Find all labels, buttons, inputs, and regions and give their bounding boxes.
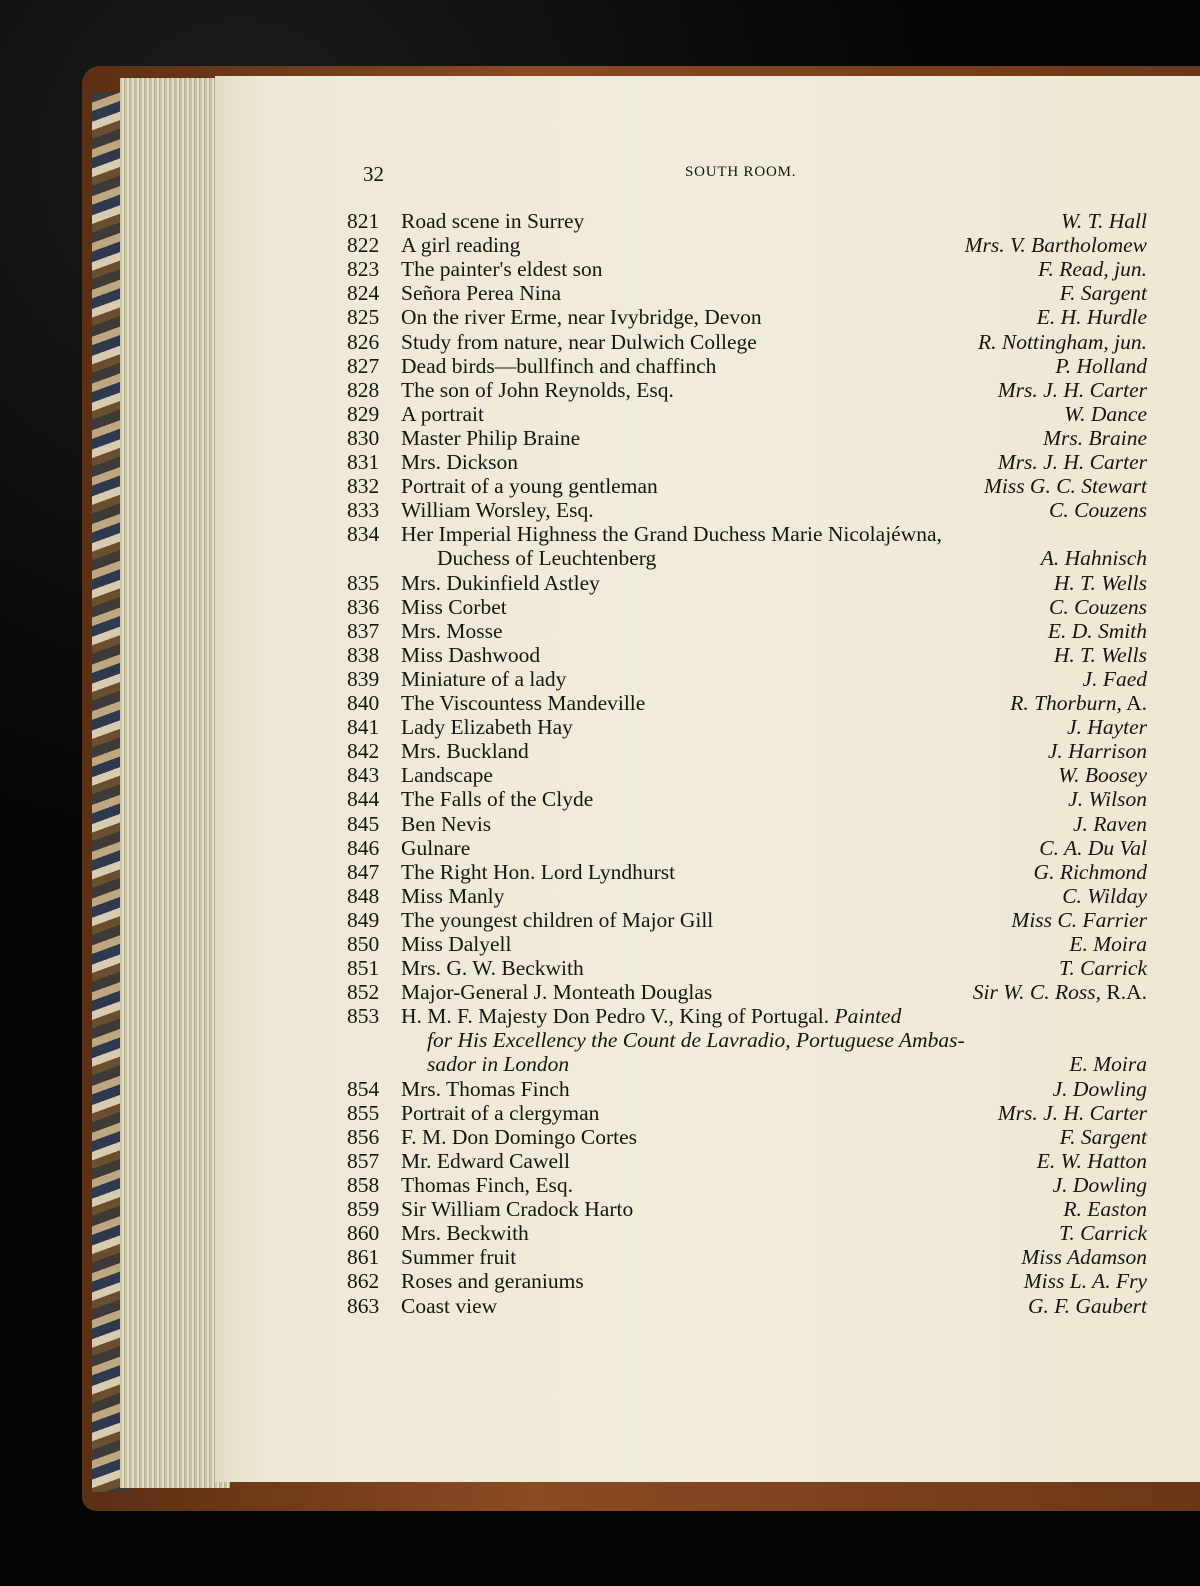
entry-number: 855 [347,1100,380,1125]
entry-artist [1037,1149,1147,1173]
entry-number: 852 [347,980,380,1005]
entry-artist [1049,595,1147,619]
list-item [347,812,1147,836]
artist-name: F. Sargent [1059,1124,1147,1149]
artist-name: R. Easton [1063,1197,1147,1222]
entry-artist [1062,884,1147,908]
list-item [347,619,1147,643]
entry-number: 846 [347,835,380,860]
entry-number: 847 [347,859,380,884]
entry-title: H. M. F. Majesty Don Pedro V., King of Portugal. [401,1004,830,1029]
list-item [347,763,1147,787]
entry-title: William Worsley, Esq. [401,498,594,523]
list-item [347,354,1147,378]
entry-title: Mrs. Beckwith [401,1221,529,1246]
artist-name: E. W. Hatton [1036,1148,1147,1173]
entry-number: 859 [347,1197,380,1222]
entry-number: 844 [347,787,380,812]
entry-title: Master Philip Braine [401,425,581,450]
entry-number: 845 [347,811,380,836]
entry-artist [1059,1221,1147,1245]
entry-artist [1024,1269,1147,1293]
page-number: 32 [363,162,384,186]
entry-number: 837 [347,618,380,643]
artist-name: E. H. Hurdle [1036,305,1147,330]
list-item [347,1004,1147,1077]
entry-title: Mrs. Thomas Finch [401,1076,570,1101]
entry-artist [998,378,1147,402]
artist-name: J. Wilson [1068,787,1147,812]
entry-artist [998,1101,1147,1125]
artist-name: W. Boosey [1058,763,1147,788]
entry-artist [1048,619,1147,643]
list-item [347,1101,1147,1125]
entry-artist [1055,354,1147,378]
list-item [347,571,1147,595]
entry-title: Mrs. Buckland [401,739,529,764]
entry-title: Mrs. Dickson [401,450,519,474]
list-item [347,932,1147,956]
list-item [347,426,1147,450]
artist-name: C. Wilday [1062,883,1147,908]
entry-artist [998,450,1147,474]
entry-number: 843 [347,763,380,788]
artist-name: E. Moira [1069,932,1147,956]
entry-number: 860 [347,1221,380,1246]
entry-title: Portrait of a clergyman [401,1100,600,1125]
artist-name: C. Couzens [1049,594,1147,619]
entry-artist [1041,546,1147,570]
artist-name: F. Sargent [1059,281,1147,306]
entry-number: 841 [347,715,380,740]
entry-artist [1043,426,1147,450]
artist-name: Mrs. J. H. Carter [997,377,1147,402]
entry-title: Dead birds—bullfinch and chaffinch [401,353,717,378]
entry-artist [1063,1197,1147,1221]
entry-artist [1064,402,1147,426]
entry-artist [1053,1077,1147,1101]
catalogue-page [215,76,1200,1482]
list-item [347,1245,1147,1269]
artist-name: J. Faed [1082,666,1147,691]
entry-note-line: for His Excellency the Count de Lavradio, Portuguese Ambas- [427,1028,965,1053]
artist-name: C. Couzens [1049,498,1147,523]
entry-artist [1048,739,1147,763]
entry-title: Her Imperial Highness the Grand Duchess Marie Nicolajéwna, [401,522,942,547]
entry-artist [1067,715,1147,739]
artist-suffix: R.A. [1101,980,1147,1005]
entry-artist [1060,1125,1147,1149]
entry-number: 848 [347,883,380,908]
list-item [347,908,1147,932]
list-item [347,715,1147,739]
artist-name: Mrs. J. H. Carter [997,1100,1147,1125]
entry-artist [1068,787,1147,811]
list-item [347,378,1147,402]
artist-name: J. Dowling [1052,1076,1147,1101]
entry-title: The son of John Reynolds, Esq. [401,377,674,402]
entry-artist [1058,763,1147,787]
artist-suffix: A. [1121,691,1147,715]
artist-name: Miss Adamson [1021,1245,1147,1270]
artist-name: J. Hayter [1067,715,1147,740]
entry-number: 838 [347,642,380,667]
list-item [347,522,1147,571]
entry-title: Miss Dashwood [401,642,541,667]
entry-number: 840 [347,691,380,715]
artist-name: P. Holland [1055,353,1147,378]
entry-title: Mrs. Dukinfield Astley [401,570,600,595]
entry-artist [1028,1294,1147,1318]
list-item [347,1197,1147,1221]
entry-number: 836 [347,594,380,619]
entry-number: 851 [347,956,380,981]
entry-title: Ben Nevis [401,811,492,836]
entry-number: 822 [347,233,380,258]
list-item [347,980,1147,1004]
entry-title: Señora Perea Nina [401,281,561,306]
entry-artist [1053,1173,1147,1197]
entry-artist [1060,281,1147,305]
entry-number: 863 [347,1293,380,1318]
entry-artist [1073,812,1147,836]
entry-title: Mrs. Mosse [401,618,503,643]
entry-number: 824 [347,281,380,306]
entry-title: Summer fruit [401,1245,517,1270]
entry-title: Thomas Finch, Esq. [401,1173,573,1197]
page-edges [120,78,230,1488]
entry-title: Lady Elizabeth Hay [401,715,573,740]
entry-number: 856 [347,1124,380,1149]
list-item [347,643,1147,667]
entry-number: 850 [347,932,380,956]
entry-number: 862 [347,1269,380,1294]
artist-name: J. Dowling [1052,1173,1147,1197]
artist-name: G. Richmond [1033,859,1147,884]
entry-artist [1049,498,1147,522]
list-item [347,330,1147,354]
entry-title: Portrait of a young gentleman [401,474,658,499]
artist-name: E. D. Smith [1047,618,1147,643]
entry-title: Mrs. G. W. Beckwith [401,956,584,981]
entry-number: 825 [347,305,380,330]
entry-artist [1034,860,1147,884]
entry-artist [1021,1245,1147,1269]
artist-name: W. Dance [1064,401,1147,426]
list-item [347,691,1147,715]
entry-title: Roses and geraniums [401,1269,584,1294]
artist-name: H. T. Wells [1053,570,1147,595]
entry-artist [1069,932,1147,956]
entry-artist [1083,667,1147,691]
list-item [347,498,1147,522]
entry-number: 821 [347,209,380,233]
list-item [347,787,1147,811]
entry-number: 829 [347,401,380,426]
artist-name: R. Nottingham, jun. [977,329,1147,354]
entry-number: 835 [347,570,380,595]
artist-name: T. Carrick [1059,956,1147,981]
artist-name: H. T. Wells [1053,642,1147,667]
entry-artist [1037,305,1147,329]
entry-title-continued: Duchess of Leuchtenberg [437,546,657,571]
entry-artist [1039,836,1147,860]
entry-title: Miss Corbet [401,594,507,619]
entry-title: Miniature of a lady [401,666,567,691]
list-item [347,884,1147,908]
entry-number: 831 [347,450,380,474]
list-item [347,257,1147,281]
entry-title: On the river Erme, near Ivybridge, Devon [401,305,762,330]
artist-name: E. Moira [1069,1052,1147,1077]
artist-name: R. Thorburn, [1010,691,1122,715]
entry-number: 823 [347,257,380,282]
list-item [347,1125,1147,1149]
list-item [347,595,1147,619]
entry-title-italic: Painted [834,1004,902,1029]
entry-artist [1054,571,1147,595]
artist-name: G. F. Gaubert [1027,1293,1147,1318]
entry-artist [973,980,1147,1004]
list-item [347,281,1147,305]
artist-name: W. T. Hall [1060,209,1147,233]
artist-name: Mrs. V. Bartholomew [964,233,1147,258]
list-item [347,474,1147,498]
entry-number: 842 [347,739,380,764]
entry-artist [978,330,1147,354]
entry-title: A girl reading [401,233,521,258]
list-item [347,836,1147,860]
entry-artist [1059,956,1147,980]
list-item [347,860,1147,884]
entry-title: The Right Hon. Lord Lyndhurst [401,859,676,884]
entry-title: Miss Dalyell [401,932,512,956]
entry-title: Sir William Cradock Harto [401,1197,634,1222]
list-item [347,1173,1147,1197]
entry-artist [1069,1052,1147,1076]
list-item [347,1269,1147,1293]
entry-number: 861 [347,1245,380,1270]
artist-name: J. Raven [1072,811,1147,836]
entry-artist [1054,643,1147,667]
entry-title: Landscape [401,763,493,788]
entry-number: 827 [347,353,380,378]
entry-number: 857 [347,1148,380,1173]
entry-title: The Viscountess Mandeville [401,691,646,715]
entry-title: F. M. Don Domingo Cortes [401,1124,637,1149]
entry-artist [1061,209,1147,233]
list-item [347,1077,1147,1101]
list-item [347,1221,1147,1245]
artist-name: Miss L. A. Fry [1023,1269,1147,1294]
list-item [347,305,1147,329]
entry-number: 853 [347,1004,380,1029]
entry-title: The youngest children of Major Gill [401,907,714,932]
artist-name: Mrs. J. H. Carter [997,450,1147,474]
entry-title: The painter's eldest son [401,257,603,282]
entry-number: 832 [347,474,380,499]
list-item [347,1294,1147,1318]
entry-number: 826 [347,329,380,354]
artist-name: J. Harrison [1047,739,1147,764]
entry-artist [1038,257,1147,281]
entry-title: Study from nature, near Dulwich College [401,329,757,354]
entry-note-line: sador in London [427,1052,570,1077]
list-item [347,402,1147,426]
entry-title: Road scene in Surrey [401,209,585,233]
list-item [347,209,1147,233]
entry-number: 828 [347,377,380,402]
list-item [347,450,1147,474]
list-item [347,667,1147,691]
entry-artist [1010,691,1147,715]
entry-number: 854 [347,1076,380,1101]
entry-title: Miss Manly [401,883,505,908]
artist-name: Miss G. C. Stewart [983,474,1147,499]
list-item [347,739,1147,763]
artist-name: C. A. Du Val [1039,835,1147,860]
entry-number: 830 [347,425,380,450]
artist-name: F. Read, jun. [1038,257,1147,282]
artist-name: Mrs. Braine [1043,425,1147,450]
entry-title: The Falls of the Clyde [401,787,594,812]
entry-artist [965,233,1147,257]
running-head: SOUTH ROOM. [685,164,797,180]
entry-title: Gulnare [401,835,471,860]
entry-artist [984,474,1147,498]
artist-name: Miss C. Farrier [1011,907,1147,932]
entry-title: Coast view [401,1293,498,1318]
entry-number: 849 [347,907,380,932]
entry-title: A portrait [401,401,484,426]
entry-title: Mr. Edward Cawell [401,1148,570,1173]
artist-name: A. Hahnisch [1040,546,1147,571]
entry-number: 833 [347,498,380,523]
entry-artist [1011,908,1147,932]
list-item [347,1149,1147,1173]
entry-number: 834 [347,522,380,547]
entry-number: 839 [347,666,380,691]
list-item [347,956,1147,980]
entry-title: Major-General J. Monteath Douglas [401,980,713,1005]
entry-number: 858 [347,1173,380,1197]
artist-name: Sir W. C. Ross, [972,980,1101,1005]
artist-name: T. Carrick [1059,1221,1147,1246]
list-item [347,233,1147,257]
